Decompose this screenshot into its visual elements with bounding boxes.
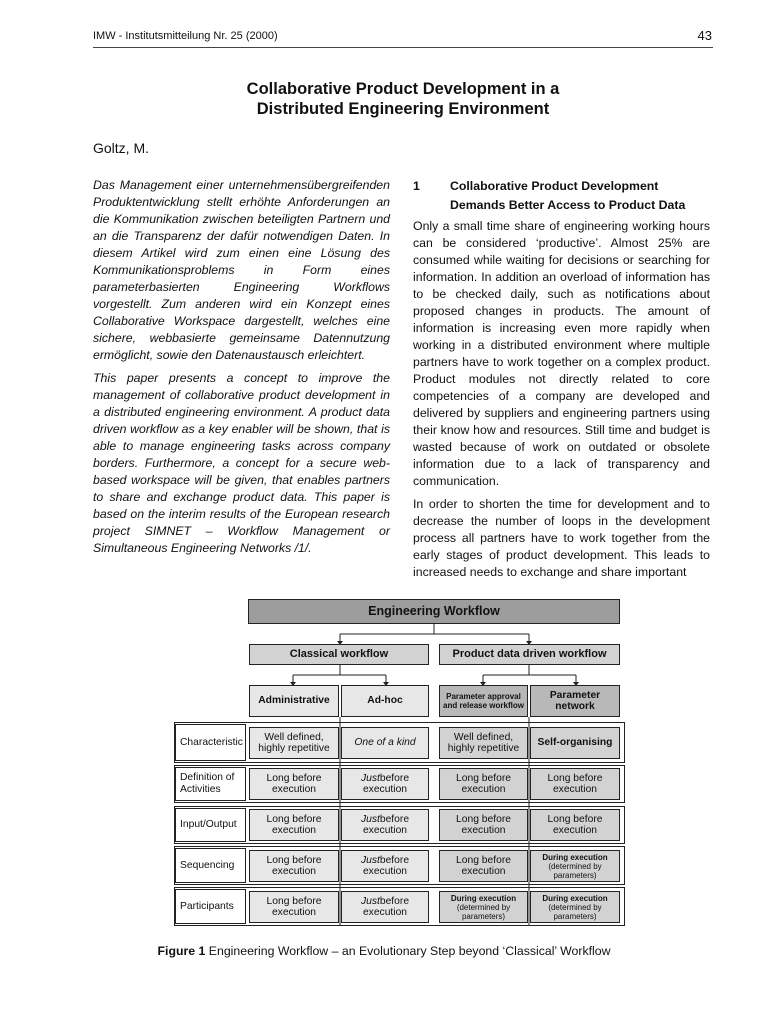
row-frame-sequencing [174, 846, 625, 885]
cell-line [361, 896, 409, 908]
classical-workflow-box: Classical workflow [249, 644, 429, 665]
cell: One of a kind [341, 727, 429, 759]
row-label-participants: Participants [175, 889, 246, 924]
cell: Long before execution [530, 809, 620, 841]
cell-emphasis: Just [360, 895, 380, 907]
cell-emphasis: Just [360, 772, 380, 784]
cell [341, 850, 429, 882]
cell [341, 809, 429, 841]
cell-line: execution [362, 907, 408, 918]
cell: Well defined, highly repetitive [249, 727, 339, 759]
cell [341, 891, 429, 923]
row-label-input-output: Input/Output [175, 808, 246, 842]
cell [530, 850, 620, 882]
author: Goltz, M. [93, 140, 150, 156]
section-heading [413, 177, 710, 215]
header-rule [93, 47, 713, 48]
figure-caption [0, 944, 768, 958]
cell: Long before execution [249, 768, 339, 800]
abstract-german: Das Management einer unternehmensübergreifenden Produktentwicklung stellt erhöhte Anforderungen an die Kommunikation zwischen beteiligten Partnern und an die Transparenz der dafür notwendigen Daten. In diesem Artikel wird zum einen eine Lösung des Kommunikationsproblems in Form eines parameterbasierten Engineering Workflows vorgestellt. Zum anderen wird ein Konzept eines Collaborative Workspace dargestellt, welches eine sichere, webbasierte gemeinsame Datennutzung ermöglicht, sowie den Datenaustausch erleichtert. [93, 178, 390, 362]
cell-line [361, 773, 409, 785]
cell-text: (determined by parameters) [548, 902, 602, 921]
cell: Long before execution [249, 809, 339, 841]
cell: Long before execution [249, 850, 339, 882]
cell-emphasis: Just [360, 813, 380, 825]
cell-strong: During execution [542, 852, 608, 862]
cell [341, 768, 429, 800]
cell-line: execution [362, 825, 408, 836]
caption-text: Engineering Workflow – an Evolutionary Step beyond ‘Classical’ Workflow [208, 944, 611, 958]
paper-title [93, 79, 713, 119]
cell: Long before execution [439, 809, 528, 841]
cell: Long before execution [249, 891, 339, 923]
abstract [93, 177, 390, 563]
cell: Well defined, highly repetitive [439, 727, 528, 759]
section-title: Collaborative Product Development Demands Better Access to Product Data [450, 179, 686, 212]
row-frame-characteristic [174, 722, 625, 763]
cell-strong: During execution [450, 893, 517, 903]
caption-label: Figure 1 [157, 944, 206, 958]
body-paragraph-2: In order to shorten the time for development and to decrease the number of loops in the development process all partners have to work together from the early stages of product development. This leads to increased needs to exchange and share important [413, 497, 710, 579]
cell: Long before execution [439, 850, 528, 882]
row-label-definition: Definition of Activities [175, 767, 246, 801]
cell-text: before [379, 854, 410, 866]
row-frame-definition [174, 765, 625, 803]
cell-line [361, 855, 409, 867]
cell: Long before execution [439, 768, 528, 800]
cell-line: execution [362, 784, 408, 795]
body-paragraph-1: Only a small time share of engineering working hours can be considered ‘productive’. Almost 25% are consumed while waiting for decisions or searching for information. In addition an overload of information has to be checked daily, such as notifications about proposed changes in products. The amount of information is increasing even more rapidly when working in a distributed environment where multiple partners have to work together on a complex product. Product modules not directly related to core competencies of a company are developed and delivered by suppliers and engineering partners using their know how and resources. Still time and budget is wasted because of work on outdated or obsolete information due to a lack of transparency and communication. [413, 219, 710, 488]
page-number: 43 [697, 28, 712, 43]
cell-line [361, 814, 409, 826]
section-number: 1 [413, 179, 420, 193]
cell-line: execution [362, 866, 408, 877]
row-label-sequencing: Sequencing [175, 848, 246, 883]
title-line-2: Distributed Engineering Environment [256, 100, 550, 118]
col-parameter-approval: Parameter approval and release workflow [439, 685, 528, 717]
cell-text: before [379, 813, 410, 825]
journal-header: IMW - Institutsmitteilung Nr. 25 (2000) [93, 30, 278, 42]
cell-text: (determined by parameters) [548, 861, 602, 880]
cell [530, 891, 620, 923]
cell: Long before execution [530, 768, 620, 800]
abstract-english: This paper presents a concept to improve the management of collaborative product development in a distributed engineering environment. A product data driven workflow as a key enabler will be shown, that is able to manage engineering tasks across company borders. Furthermore, a concept for a secure web-based workspace will be given, that enables partners to share and exchange product data. This paper is based on the interim results of the European research project SIMNET – Workflow Management or Simultaneous Engineering Networks /1/. [93, 371, 390, 555]
row-label-characteristic: Characteristic [175, 724, 246, 761]
cell: Self-organising [530, 727, 620, 759]
row-frame-participants [174, 887, 625, 926]
engineering-workflow-box: Engineering Workflow [248, 599, 620, 624]
row-frame-input-output [174, 806, 625, 844]
product-data-driven-workflow-box: Product data driven workflow [439, 644, 620, 665]
title-line-1: Collaborative Product Development in a [246, 80, 560, 98]
cell-strong: During execution [542, 893, 608, 903]
cell-text: before [379, 772, 410, 784]
cell-text: (determined by parameters) [456, 902, 511, 921]
cell-emphasis: Just [360, 854, 380, 866]
body-column [413, 177, 710, 587]
col-parameter-network: Parameter network [530, 685, 620, 717]
cell [439, 891, 528, 923]
cell-text: before [379, 895, 410, 907]
col-administrative: Administrative [249, 685, 339, 717]
col-ad-hoc: Ad-hoc [341, 685, 429, 717]
